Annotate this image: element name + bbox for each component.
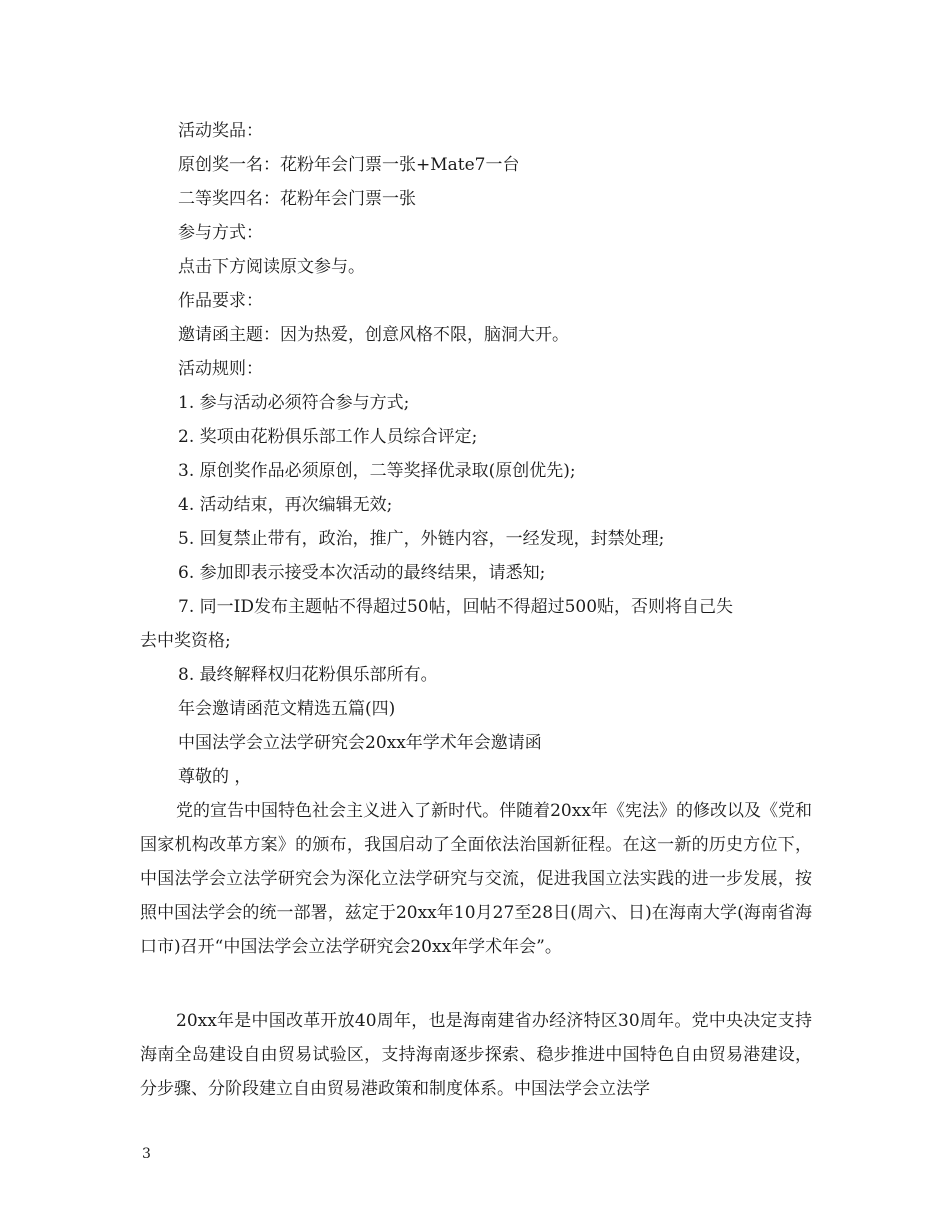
rule-item-8: 8. 最终解释权归花粉俱乐部所有。 [178, 665, 438, 685]
section-title: 年会邀请函范文精选五篇(四) [178, 699, 396, 719]
letter-title: 中国法学会立法学研究会20xx年学术年会邀请函 [178, 733, 542, 753]
rule-item-2: 2. 奖项由花粉俱乐部工作人员综合评定; [178, 427, 478, 447]
text-line-invitation-theme: 邀请函主题：因为热爱，创意风格不限，脑洞大开。 [178, 325, 569, 345]
text-line-participation-heading: 参与方式： [178, 223, 263, 243]
rule-item-5: 5. 回复禁止带有，政治，推广，外链内容，一经发现，封禁处理; [178, 529, 665, 549]
text-line-requirements-heading: 作品要求： [178, 291, 263, 311]
rule-item-3: 3. 原创奖作品必须原创，二等奖择优录取(原创优先); [178, 461, 576, 481]
body-paragraph-1: 党的宣告中国特色社会主义进入了新时代。伴随着20xx年《宪法》的修改以及《党和国家机构改革方案》的颁布，我国启动了全面依法治国新征程。在这一新的历史方位下，中国法学会立法学研究会为深化立法学研究与交流，促进我国立法实践的进一步发展，按照中国法学会的统一部署，兹定于20xx年10月27至28日(周六、日)在海南大学(海南省海口市)召开“中国法学会立法学研究会20xx年学术年会”。 [140, 801, 812, 957]
body-paragraph-2: 20xx年是中国改革开放40周年，也是海南建省办经济特区30周年。党中央决定支持海南全岛建设自由贸易试验区，支持海南逐步探索、稳步推进中国特色自由贸易港建设，分步骤、分阶段建立自由贸易港政策和制度体系。中国法学会立法学 [140, 1011, 812, 1099]
rule-item-1: 1. 参与活动必须符合参与方式; [178, 393, 410, 413]
letter-salutation: 尊敬的 ， [178, 767, 252, 787]
page-number: 3 [142, 1146, 151, 1162]
text-line-prizes-heading: 活动奖品： [178, 121, 263, 141]
rule-item-4: 4. 活动结束，再次编辑无效; [178, 495, 393, 515]
rule-item-7-continued: 去中奖资格; [140, 631, 231, 651]
text-line-participation-method: 点击下方阅读原文参与。 [178, 257, 365, 277]
text-line-original-prize: 原创奖一名：花粉年会门票一张+Mate7一台 [178, 155, 520, 175]
text-line-rules-heading: 活动规则： [178, 359, 263, 379]
rule-item-6: 6. 参加即表示接受本次活动的最终结果，请悉知; [178, 563, 546, 583]
rule-item-7: 7. 同一ID发布主题帖不得超过50帖，回帖不得超过500贴，否则将自己失 [178, 597, 734, 617]
text-line-second-prize: 二等奖四名：花粉年会门票一张 [178, 189, 416, 209]
